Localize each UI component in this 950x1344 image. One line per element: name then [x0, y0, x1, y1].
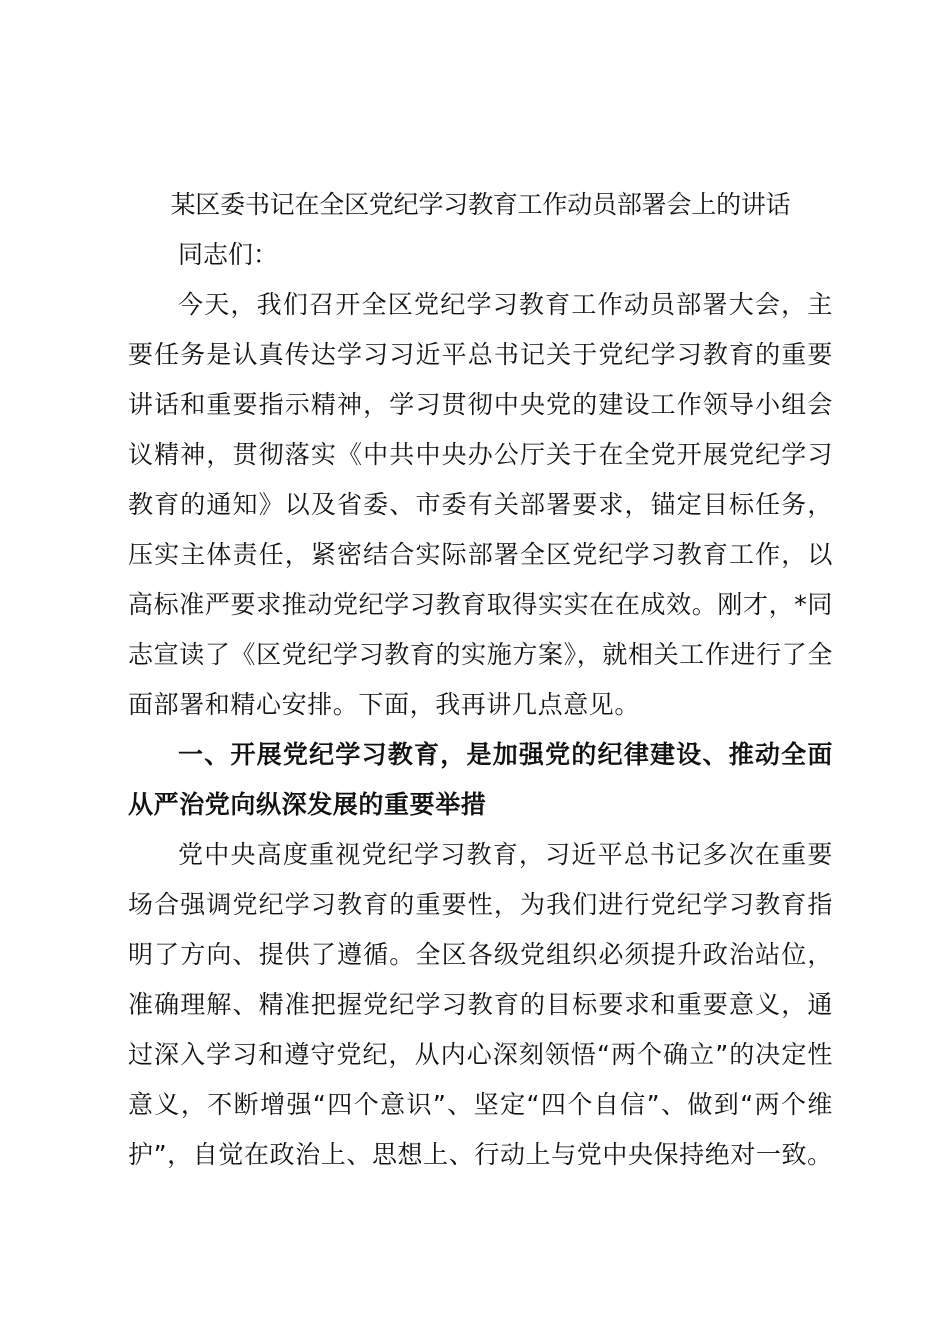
document-body	[128, 180, 833, 1180]
salutation: 同志们：	[178, 240, 279, 269]
section-paragraph: 党中央高度重视党纪学习教育，习近平总书记多次在重要场合强调党纪学习教育的重要性，为我们进行党纪学习教育指明了方向、提供了遵循。全区各级党组织必须提升政治站位，准确理解、精准把握党纪学习教育的目标要求和重要意义，通过深入学习和遵守党纪，从内心深刻领悟“两个确立”的决定性意义，不断增强“四个意识”、坚定“四个自信”、做到“两个维护”，自觉在政治上、思想上、行动上与党中央保持绝对一致。	[128, 840, 833, 1169]
intro-paragraph: 今天，我们召开全区党纪学习教育工作动员部署大会，主要任务是认真传达学习习近平总书记关于党纪学习教育的重要讲话和重要指示精神，学习贯彻中央党的建设工作领导小组会议精神，贯彻落实《中共中央办公厅关于在全党开展党纪学习教育的通知》以及省委、市委有关部署要求，锚定目标任务，压实主体责任，紧密结合实际部署全区党纪学习教育工作，以高标准严要求推动党纪学习教育取得实实在在成效。刚才，*同志宣读了《区党纪学习教育的实施方案》，就相关工作进行了全面部署和精心安排。下面，我再讲几点意见。	[128, 290, 833, 719]
document-title: 某区委书记在全区党纪学习教育工作动员部署会上的讲话	[170, 190, 791, 219]
section-heading: 一、开展党纪学习教育，是加强党的纪律建设、推动全面从严治党向纵深发展的重要举措	[128, 740, 833, 819]
